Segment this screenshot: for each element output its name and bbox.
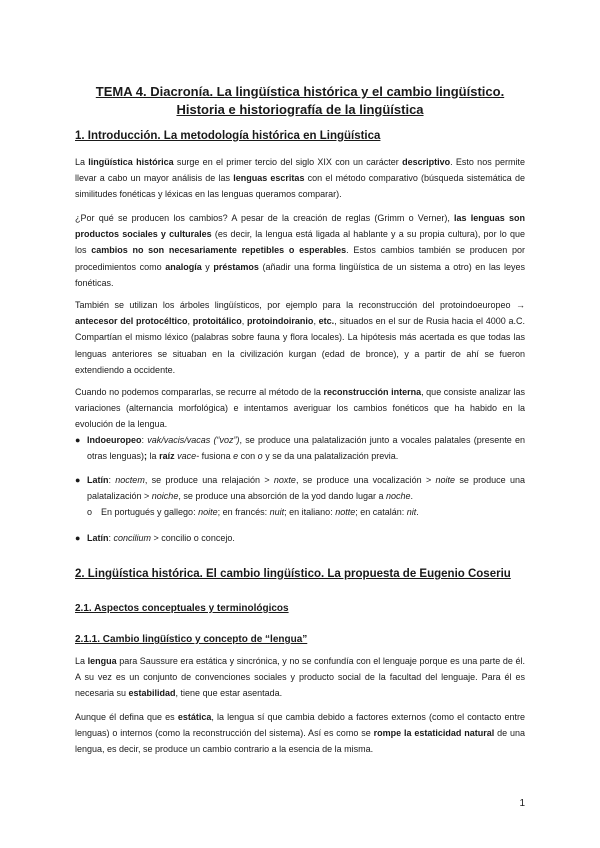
text-run: ; en catalán: xyxy=(355,507,407,517)
text-run: Aunque él defina que es xyxy=(75,712,178,722)
text-run: , se produce una relajación > xyxy=(144,475,274,485)
document-title: TEMA 4. Diacronía. La lingüística histórica y el cambio lingüístico. Historia e historiografía de la lingüística xyxy=(95,83,505,117)
text-run: , se produce una vocalización > xyxy=(295,475,436,485)
italic-text-run: nit xyxy=(406,507,417,517)
section-2-1-1-heading: 2.1.1. Cambio lingüístico y concepto de “lengua” xyxy=(75,634,308,645)
page-number: 1 xyxy=(519,798,525,809)
text-run: , se produce una palatalización junto a vocales palatales (presente en otras lenguas) xyxy=(87,435,525,462)
text-run: . Estos cambios también se producen por procedimientos como xyxy=(75,245,525,272)
bold-text-run: lingüística histórica xyxy=(88,157,174,167)
bold-text-run: analogía xyxy=(165,261,202,272)
bullet-latin-concilium xyxy=(75,530,525,546)
text-run: La xyxy=(75,656,88,666)
bold-text-run: etc. xyxy=(318,316,335,327)
text-run: ; en italiano: xyxy=(284,507,336,517)
bold-text-run: Indoeuropeo xyxy=(87,435,142,445)
text-run: fusiona xyxy=(199,451,234,462)
bold-text-run: Latín xyxy=(87,533,109,543)
paragraph-saussure-lengua xyxy=(75,653,525,702)
sub-bullet-text xyxy=(101,504,525,520)
section-2-heading: 2. Lingüística histórica. El cambio lingüístico. La propuesta de Eugenio Coseriu xyxy=(75,568,511,580)
text-run: surge en el primer tercio del siglo XIX con un carácter xyxy=(173,157,403,167)
text-run: , situados en el sur de Rusia hacia el 4000 a.C. Compartían el mismo léxico (palabras sobre fauna y flora locales). La hipótesis más acertada es que todas las lenguas anteriores se situaban en la civilización kurgan (edad de bronce), y a partir de ahí se fueron extendiendo a occidente. xyxy=(75,316,525,375)
italic-text-run: noite xyxy=(198,507,218,517)
bold-text-run: protoindoiranio xyxy=(246,316,314,327)
text-run: , que consiste analizar las variaciones (alternancia morfológica) e intentamos averiguar los cambios fonéticos que ha habido en la evolución de la lengua. xyxy=(75,387,525,430)
bold-text-run: ; xyxy=(144,451,150,462)
bold-text-run: las lenguas son productos sociales y culturales xyxy=(75,213,525,240)
text-run: y se da una palatalización previa. xyxy=(262,451,399,462)
text-run: (añadir una forma lingüística de un sistema a otro) en las leyes fonéticas. xyxy=(75,261,525,288)
bold-text-run: reconstrucción interna xyxy=(323,387,422,397)
paragraph-intro xyxy=(75,154,525,203)
bold-text-run: rompe la estaticidad natural xyxy=(373,728,495,739)
text-run: , xyxy=(241,316,247,327)
text-run: : xyxy=(108,475,116,485)
text-run: : xyxy=(108,533,114,543)
italic-text-run: nuit xyxy=(269,507,285,517)
bullet-text xyxy=(87,472,525,504)
bold-text-run: estática xyxy=(177,712,212,722)
bold-text-run: cambios no son necesariamente repetibles o esperables xyxy=(91,245,347,256)
italic-text-run: notte xyxy=(335,507,356,517)
italic-text-run: noiche xyxy=(151,491,179,502)
sub-bullet-circle-icon: o xyxy=(87,507,93,517)
bullet-text xyxy=(87,530,525,546)
text-run: la xyxy=(149,451,160,462)
paragraph-estatica xyxy=(75,709,525,758)
bold-text-run: estabilidad xyxy=(128,688,176,699)
section-1-heading: 1. Introducción. La metodología histórica en Lingüística xyxy=(75,130,381,142)
italic-text-run: vace- xyxy=(177,451,200,462)
text-run: se produce una palatalización > xyxy=(87,475,525,502)
text-run: También se utilizan los árboles lingüísticos, por ejemplo para la reconstrucción del protoindoeuropeo → xyxy=(75,300,525,310)
bold-text-run: lenguas escritas xyxy=(233,173,305,184)
bold-text-run: raíz xyxy=(159,451,175,462)
bullet-dot-icon: ● xyxy=(75,435,81,445)
text-run: , se produce una absorción de la yod dando lugar a xyxy=(178,491,386,502)
text-run: , la lengua sí que cambia debido a factores externos (como el contacto entre lenguas) o internos (como la reconstrucción del sistema). Así es como se xyxy=(75,712,525,739)
bold-text-run: descriptivo xyxy=(402,157,451,167)
italic-text-run: concilium xyxy=(113,533,152,543)
text-run: , xyxy=(187,316,193,327)
text-run: , xyxy=(313,316,319,327)
text-run: La xyxy=(75,157,89,167)
bold-text-run: antecesor del protocéltico xyxy=(75,316,188,327)
italic-text-run: o xyxy=(257,451,263,462)
italic-text-run: noche xyxy=(385,491,411,502)
bullet-dot-icon: ● xyxy=(75,533,81,543)
bullet-indoeuropeo xyxy=(75,432,525,464)
text-run: . xyxy=(410,491,414,502)
italic-text-run: e xyxy=(233,451,239,462)
text-run: : xyxy=(141,435,148,445)
bold-text-run: Latín xyxy=(87,475,109,485)
bullet-dot-icon: ● xyxy=(75,475,81,485)
italic-text-run: noxte xyxy=(273,475,296,485)
text-run: En portugués y gallego: xyxy=(101,507,199,517)
text-run: ; en francés: xyxy=(217,507,270,517)
text-run: > concilio o concejo. xyxy=(151,533,235,543)
text-run: ¿Por qué se producen los cambios? A pesar de la creación de reglas (Grimm o Verner), xyxy=(75,213,455,223)
italic-text-run: noite xyxy=(435,475,456,485)
text-run: Cuando no podemos compararlas, se recurre al método de la xyxy=(75,387,324,397)
text-run: con xyxy=(238,451,258,462)
bullet-text xyxy=(87,432,525,464)
text-run: . xyxy=(416,507,419,517)
text-run: (es decir, la lengua está ligada al hablante y a su propia cultura), por lo que los xyxy=(75,229,525,256)
text-run: . Esto nos permite llevar a cabo un mayor análisis de las xyxy=(75,157,525,184)
bold-text-run: protoitálico xyxy=(192,316,242,327)
text-run: de una lengua, es decir, se produce un cambio contrario a la esencia de la misma. xyxy=(75,728,526,755)
bold-text-run: lengua xyxy=(87,656,117,666)
text-run: para Saussure era estática y sincrónica, y no se confundía con el lenguaje porque es una parte de él. A su vez es un conjunto de convenciones sociales y producto social de la facultad del lenguaje. Para él es necesaria su xyxy=(75,656,526,699)
italic-text-run: noctem xyxy=(115,475,145,485)
paragraph-why-changes xyxy=(75,210,525,291)
bullet-latin-noctem xyxy=(75,472,525,504)
paragraph-language-trees xyxy=(75,297,525,378)
text-run: con el método comparativo (búsqueda sistemática de similitudes fonéticas y léxicas en las lenguas queramos comparar). xyxy=(75,173,525,200)
section-2-1-heading: 2.1. Aspectos conceptuales y terminológicos xyxy=(75,603,289,614)
text-run: y xyxy=(201,261,214,272)
paragraph-internal-reconstruction xyxy=(75,384,525,433)
bold-text-run: préstamos xyxy=(213,261,259,272)
italic-text-run: vak/vacis/vacas (“voz”) xyxy=(147,435,240,445)
sub-bullet-romance-forms xyxy=(87,504,525,520)
text-run: , tiene que estar asentada. xyxy=(175,688,283,699)
